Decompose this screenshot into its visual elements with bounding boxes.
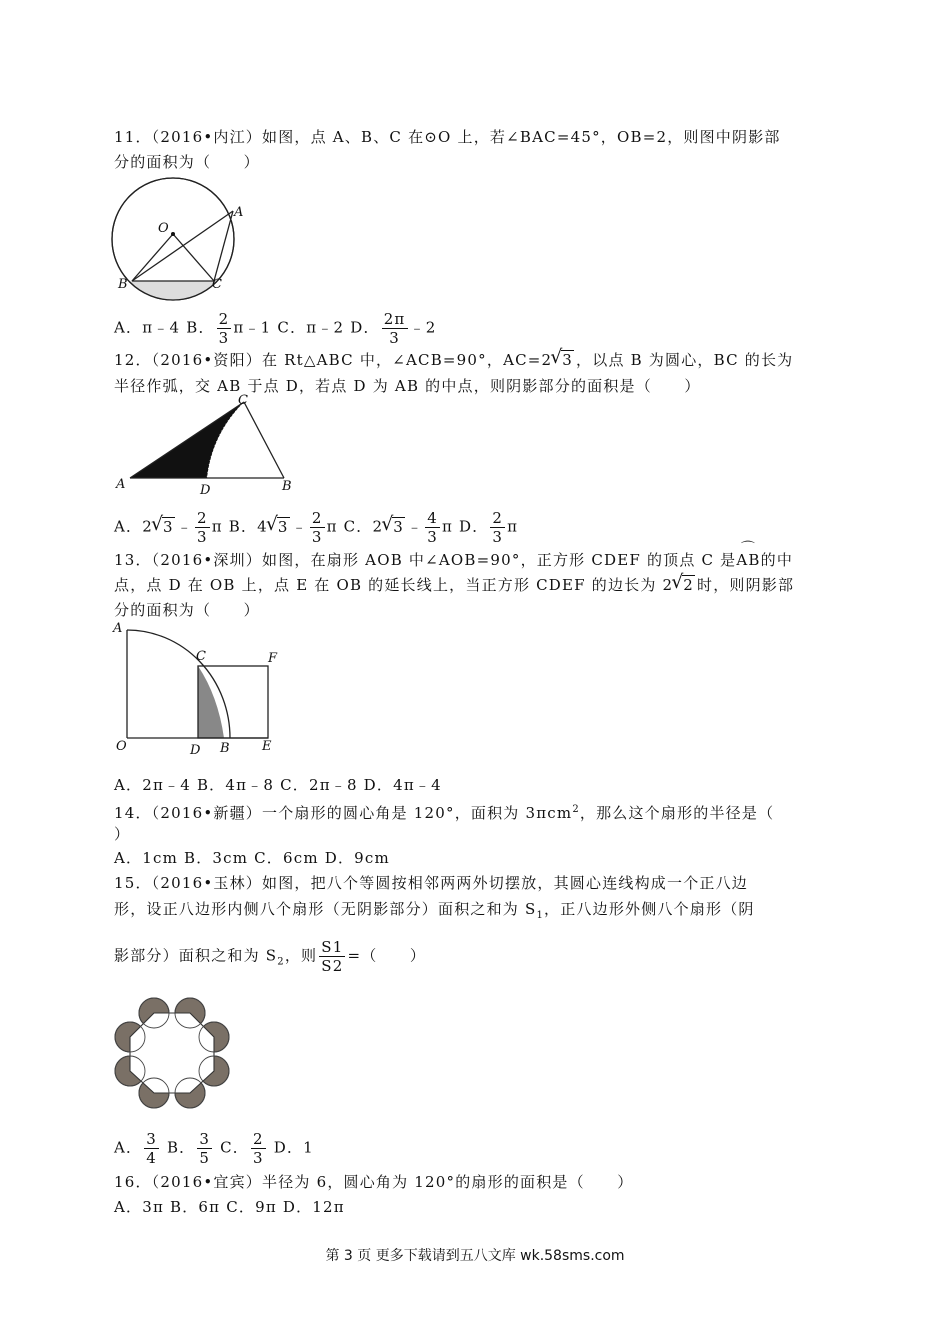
q13-label-d: D bbox=[190, 743, 201, 758]
q11-opt-b: B． bbox=[186, 318, 215, 337]
q11-opt-a: A．π﹣4 bbox=[114, 318, 181, 337]
q11-options bbox=[114, 310, 436, 347]
q12-line1: 12．（2016•资阳）在 Rt△ABC 中，∠ACB=90°，AC=2√ 3 ，以点 B 为圆心，BC 的长为 bbox=[114, 350, 793, 370]
q13-line1: 13．（2016•深圳）如图，在扇形 AOB 中∠AOB=90°，正方形 CDEF 的顶点 C 是⌒ AB的中 bbox=[114, 550, 793, 570]
q13-label-f: F bbox=[268, 651, 278, 666]
q13-figure bbox=[112, 620, 292, 760]
q12-label-d: D bbox=[200, 483, 211, 498]
q11-label-o: O bbox=[158, 221, 169, 236]
q12-label-a: A bbox=[116, 477, 126, 492]
q13-options: A．2π﹣4 B．4π﹣8 C．2π﹣8 D．4π﹣4 bbox=[114, 776, 442, 794]
q13-line3: 分的面积为（ ） bbox=[114, 601, 260, 619]
q11-d-tail: ﹣2 bbox=[409, 318, 437, 337]
page-footer: 第 3 页 更多下载请到五八文库 wk.58sms.com bbox=[325, 1248, 625, 1264]
q13-label-b: B bbox=[220, 741, 230, 756]
q11-label-a: A bbox=[234, 205, 244, 220]
q13-label-o: O bbox=[116, 739, 127, 754]
q15-figure bbox=[112, 995, 232, 1110]
q16-line1: 16．（2016•宜宾）半径为 6，圆心角为 120°的扇形的面积是（ ） bbox=[114, 1173, 634, 1191]
q11-line2: 分的面积为（ ） bbox=[114, 153, 260, 171]
q11-label-b: B bbox=[118, 277, 128, 292]
q13-arc-ab: ⌒ AB bbox=[736, 550, 760, 570]
q15-line3: 影部分）面积之和为 $S_2$，则 $\frac{S1}{S2}$ =（ ） bbox=[114, 938, 427, 975]
q11-figure bbox=[110, 184, 245, 300]
q14-line2: ） bbox=[114, 825, 131, 843]
q11-b-tail: π﹣1 bbox=[233, 318, 272, 337]
q11-label-c: C bbox=[212, 277, 222, 292]
q13-label-a: A bbox=[113, 621, 123, 636]
q15-line1: 15．（2016•玉林）如图，把八个等圆按相邻两两外切摆放，其圆心连线构成一个正八边 bbox=[114, 874, 749, 892]
q12-line2: 半径作弧，交 AB 于点 D，若点 D 为 AB 的中点，则阴影部分的面积是（ ） bbox=[114, 377, 701, 395]
q14-line1: 14．（2016•新疆）一个扇形的圆心角是 120°，面积为 3πcm$^2$，那么这个扇形的半径是（ bbox=[114, 804, 775, 822]
q15-frac-s: $\frac{S1}{S2}$ bbox=[321, 938, 344, 975]
q12-label-c: C bbox=[238, 393, 248, 408]
q16-options: A．3π B．6π C．9π D．12π bbox=[114, 1198, 345, 1216]
q15-options: A． $\frac{3}{4}$ B． $\frac{3}{5}$ C． $\frac{2}{3}$ D．1 bbox=[114, 1130, 314, 1167]
q13-line2: 点，点 D 在 OB 上，点 E 在 OB 的延长线上，当正方形 CDEF 的边长为 2√ 2 时，则阴影部 bbox=[114, 575, 794, 595]
q13-label-e: E bbox=[262, 739, 272, 754]
q12-options: A．2√ 3 ﹣ $\frac{2}{3}$ π B．4√ 3 ﹣ $\frac{2}{3}$ π C．2√ 3 ﹣ $\frac{4}{3}$ π D． $\frac{2}{3}$ π bbox=[114, 509, 518, 546]
q11-frac-b: $\frac{2}{3}$ bbox=[218, 310, 230, 347]
q11-line1: 11．（2016•内江）如图，点 A、B、C 在⊙O 上，若∠BAC=45°，OB=2，则图中阴影部 bbox=[114, 128, 781, 146]
q15-line2: 形，设正八边形内侧八个扇形（无阴影部分）面积之和为 $S_1$，正八边形外侧八个扇形（阴 bbox=[114, 900, 755, 921]
q12-figure bbox=[112, 394, 302, 498]
q12-label-b: B bbox=[282, 479, 292, 494]
q14-options: A．1cm B．3cm C．6cm D．9cm bbox=[114, 849, 390, 867]
q11-opt-d: D． bbox=[350, 318, 380, 337]
q11-frac-d: $\frac{2\pi}{3}$ bbox=[383, 310, 406, 347]
q13-label-c: C bbox=[196, 649, 206, 664]
q11-opt-c: C．π﹣2 bbox=[277, 318, 345, 337]
